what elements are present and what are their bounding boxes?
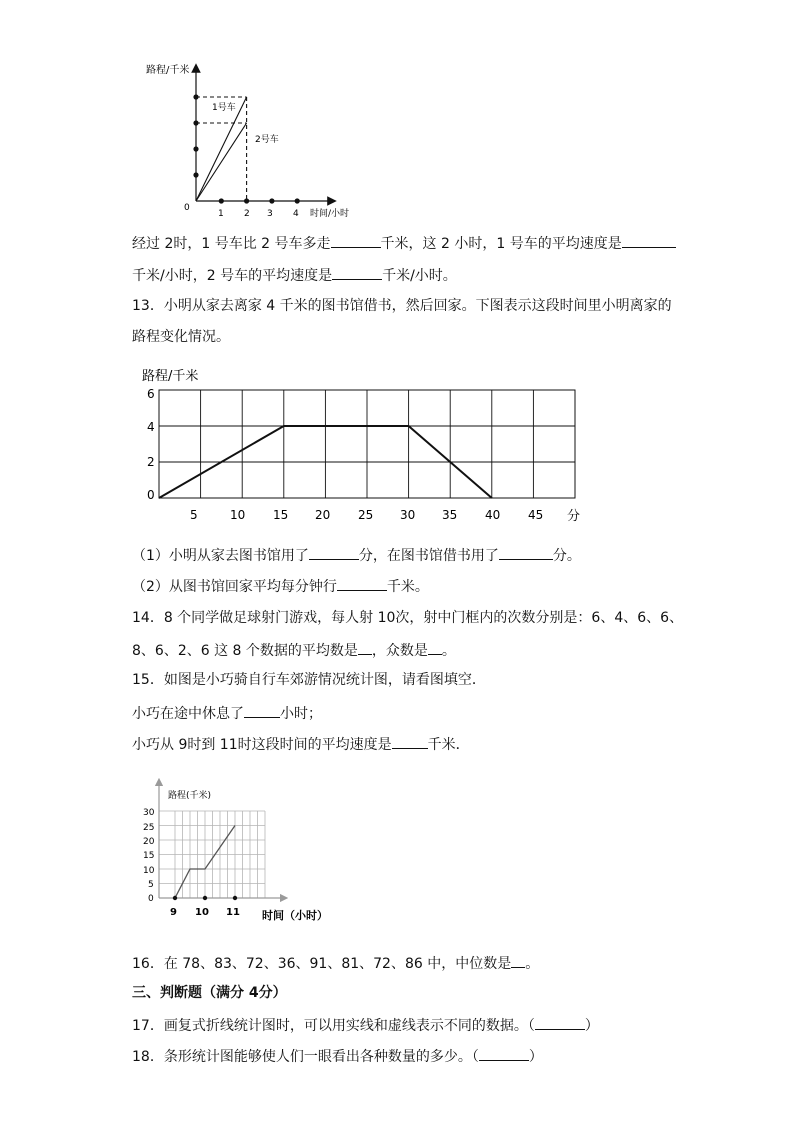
answer-blank[interactable] <box>511 953 525 968</box>
answer-blank[interactable] <box>331 233 381 248</box>
chart3-x-dot <box>173 896 177 900</box>
answer-blank[interactable] <box>337 576 387 591</box>
q12-line2: 千米/小时，2 号车的平均速度是 千米/小时。 <box>132 265 457 285</box>
chart1-car1-label: 1号车 <box>212 103 236 113</box>
q16-line: 16．在 78、83、72、36、91、81、72、86 中，中位数是 。 <box>132 953 539 973</box>
chart-bike-trip <box>138 778 358 928</box>
chart3-x-label: 时间（小时） <box>262 909 328 922</box>
q17-line: 17．画复式折线统计图时，可以用实线和虚线表示不同的数据。（ ） <box>132 1015 599 1035</box>
chart1-x-tick: 2 <box>244 209 250 219</box>
chart1-x-dot <box>295 198 300 203</box>
chart2-x-tick: 35 <box>442 508 458 522</box>
chart1-y-dot <box>193 172 198 177</box>
chart3-x-dot <box>203 896 207 900</box>
chart2-x-tick: 15 <box>273 508 289 522</box>
chart1-series-line-2 <box>196 123 247 201</box>
answer-blank[interactable] <box>332 265 382 280</box>
chart3-x-tick: 11 <box>226 907 240 918</box>
q12-line1: 经过 2时，1 号车比 2 号车多走 千米，这 2 小时，1 号车的平均速度是 <box>132 233 676 253</box>
chart1-x-tick: 3 <box>267 209 273 219</box>
chart3-y-tick: 30 <box>143 808 155 818</box>
answer-blank[interactable] <box>309 545 359 560</box>
chart2-x-tick: 5 <box>190 508 198 522</box>
q14-line1: 14．8 个同学做足球射门游戏，每人射 10次，射中门框内的次数分别是：6、4、6、6、 <box>132 610 684 626</box>
q13-sub1: （1）小明从家去图书馆用了 分，在图书馆借书用了 分。 <box>132 545 581 565</box>
q14-line2: 8、6、2、6 这 8 个数据的平均数是 ，众数是 。 <box>132 640 456 660</box>
chart2-x-unit: 分 <box>567 509 581 524</box>
q15-line2: 小巧在途中休息了 小时； <box>132 703 322 723</box>
chart3-y-tick: 5 <box>148 880 154 890</box>
chart3-x-tick: 10 <box>195 907 209 918</box>
answer-blank[interactable] <box>392 734 428 749</box>
chart1-car2-label: 2号车 <box>255 135 279 145</box>
chart1-x-dot <box>269 198 274 203</box>
answer-blank[interactable] <box>622 233 676 248</box>
chart3-y-tick: 15 <box>143 851 155 861</box>
chart3-y-tick: 25 <box>143 823 155 833</box>
chart3-x-dot <box>233 896 237 900</box>
chart1-x-tick: 1 <box>218 209 224 219</box>
answer-blank[interactable] <box>479 1046 529 1061</box>
section-heading: 三、判断题（满分 4分） <box>132 985 287 1001</box>
answer-blank[interactable] <box>499 545 553 560</box>
answer-blank[interactable] <box>535 1015 585 1030</box>
q13-line1: 13．小明从家去离家 4 千米的图书馆借书，然后回家。下图表示这段时间里小明离家的 <box>132 298 672 314</box>
chart2-y-tick: 0 <box>147 488 155 502</box>
answer-blank[interactable] <box>244 703 280 718</box>
chart3-y-tick: 0 <box>148 894 154 904</box>
q15-line1: 15．如图是小巧骑自行车郊游情况统计图，请看图填空． <box>132 672 486 688</box>
chart1-y-dot <box>193 94 198 99</box>
chart2-x-tick: 10 <box>230 508 246 522</box>
chart2-y-tick: 4 <box>147 420 155 434</box>
chart2-x-tick: 20 <box>315 508 331 522</box>
q15-line3: 小巧从 9时到 11时这段时间的平均速度是 千米． <box>132 734 470 754</box>
chart2-x-tick: 45 <box>528 508 544 522</box>
chart-library-trip <box>135 362 595 527</box>
q13-sub2: （2）从图书馆回家平均每分钟行 千米。 <box>132 576 429 596</box>
chart1-x-dot <box>244 198 249 203</box>
chart2-x-tick: 40 <box>485 508 501 522</box>
chart2-x-tick: 25 <box>358 508 374 522</box>
chart1-x-dot <box>219 198 224 203</box>
chart1-y-dot <box>193 120 198 125</box>
chart3-y-tick: 20 <box>143 837 155 847</box>
chart1-x-label: 时间/小时 <box>310 209 350 219</box>
q18-line: 18．条形统计图能够使人们一眼看出各种数量的多少。（ ） <box>132 1046 543 1066</box>
chart3-x-tick: 9 <box>170 907 177 918</box>
chart1-y-dot <box>193 146 198 151</box>
chart1-origin: 0 <box>184 203 190 213</box>
chart3-y-tick: 10 <box>143 866 155 876</box>
chart-car-distance <box>140 60 370 225</box>
chart3-y-label: 路程(千米) <box>168 791 212 801</box>
chart2-y-tick: 6 <box>147 387 155 401</box>
answer-blank[interactable] <box>428 640 442 655</box>
answer-blank[interactable] <box>358 640 372 655</box>
q13-line2: 路程变化情况。 <box>132 329 230 345</box>
chart2-x-tick: 30 <box>400 508 416 522</box>
chart1-x-tick: 4 <box>293 209 299 219</box>
chart2-y-label: 路程/千米 <box>142 369 199 384</box>
chart2-y-tick: 2 <box>147 455 155 469</box>
chart1-y-label: 路程/千米 <box>146 65 190 76</box>
